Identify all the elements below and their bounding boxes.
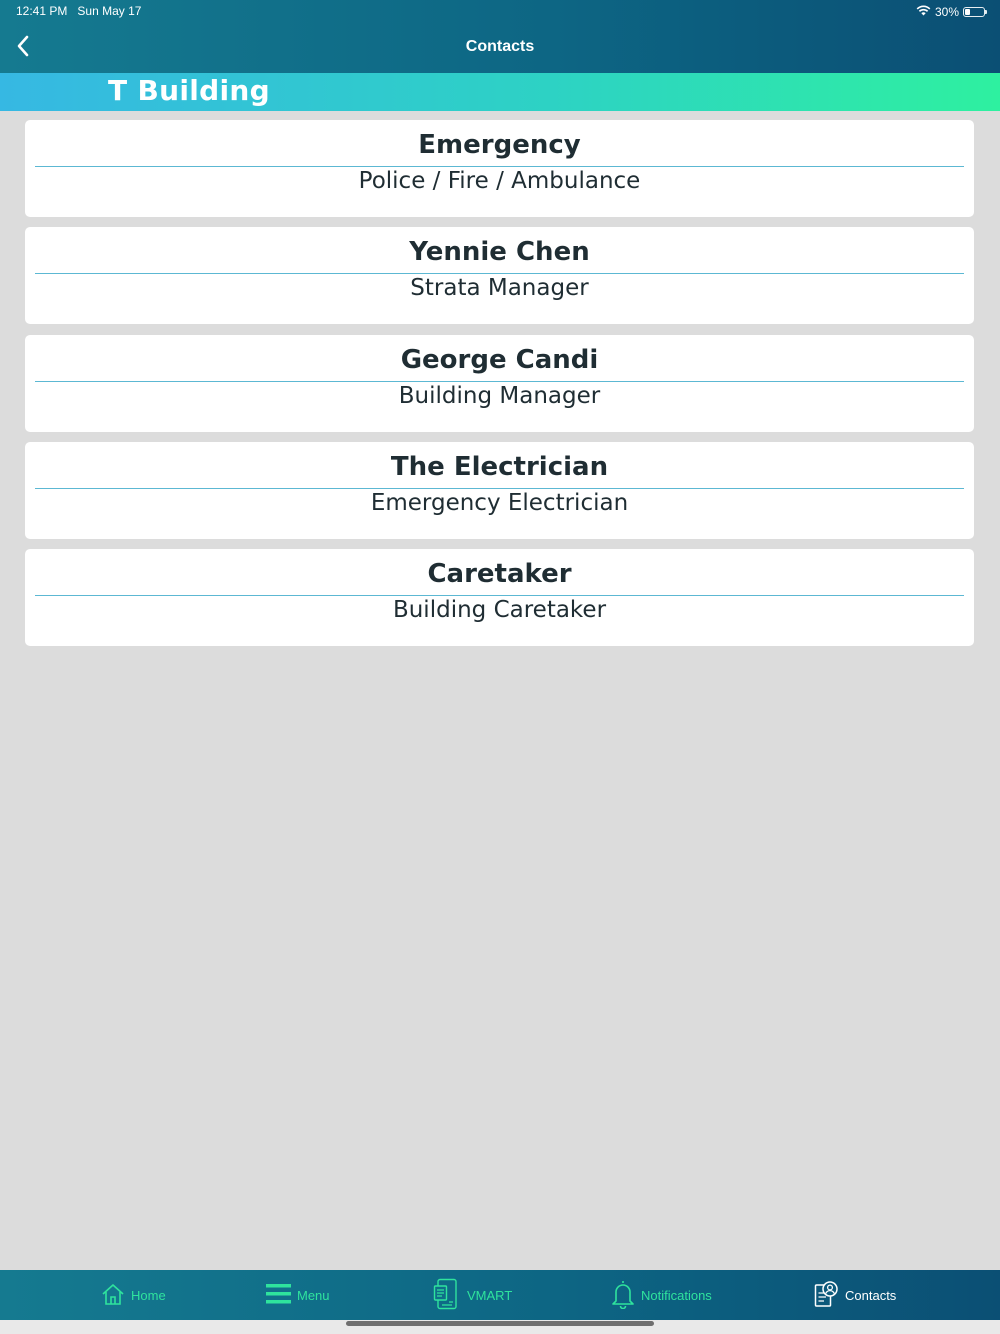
divider [35,595,964,596]
tab-label: Contacts [845,1287,897,1303]
contact-name: George Candi [400,345,599,375]
status-bar-indicators [916,4,985,20]
top-header [0,0,1000,73]
contact-card-emergency[interactable] [25,120,974,217]
contact-role: Police / Fire / Ambulance [358,168,641,194]
contacts-icon [814,1280,839,1311]
contact-card-yennie-chen[interactable] [25,227,974,324]
tab-menu[interactable] [266,1270,330,1320]
divider [35,488,964,489]
tab-label: Notifications [641,1287,712,1303]
battery-level-fill [965,9,970,15]
vmart-icon [433,1278,461,1313]
contact-role: Strata Manager [410,275,589,301]
contact-role: Building Manager [398,383,601,409]
status-date: Sun May 17 [77,4,142,18]
contact-name: Caretaker [427,559,572,589]
divider [35,273,964,274]
status-bar-clock [16,4,141,18]
tab-label: VMART [467,1287,513,1303]
page-title: Contacts [465,38,535,55]
divider [35,166,964,167]
contact-card-caretaker[interactable] [25,549,974,646]
wifi-icon [916,5,931,19]
contact-card-george-candi[interactable] [25,335,974,432]
contact-name: Emergency [418,130,581,160]
contact-card-the-electrician[interactable] [25,442,974,539]
contact-name: The Electrician [390,452,609,482]
contact-role: Emergency Electrician [370,490,629,516]
home-icon [101,1282,125,1309]
tab-contacts[interactable] [814,1270,896,1320]
tab-vmart[interactable] [433,1270,512,1320]
tab-home[interactable] [101,1270,166,1320]
contact-role: Building Caretaker [392,597,607,623]
bottom-tab-bar [0,1270,1000,1320]
battery-icon [963,7,985,17]
divider [35,381,964,382]
contact-name: Yennie Chen [409,237,590,267]
tab-label: Menu [297,1287,330,1303]
menu-icon [266,1283,291,1308]
tab-notifications[interactable] [611,1270,712,1320]
home-indicator [346,1321,654,1326]
status-time: 12:41 PM [16,4,68,18]
building-banner [0,73,1000,111]
battery-percent: 30% [934,5,959,19]
bell-icon [611,1279,635,1312]
building-name: T Building [108,74,270,107]
tab-label: Home [131,1287,166,1303]
